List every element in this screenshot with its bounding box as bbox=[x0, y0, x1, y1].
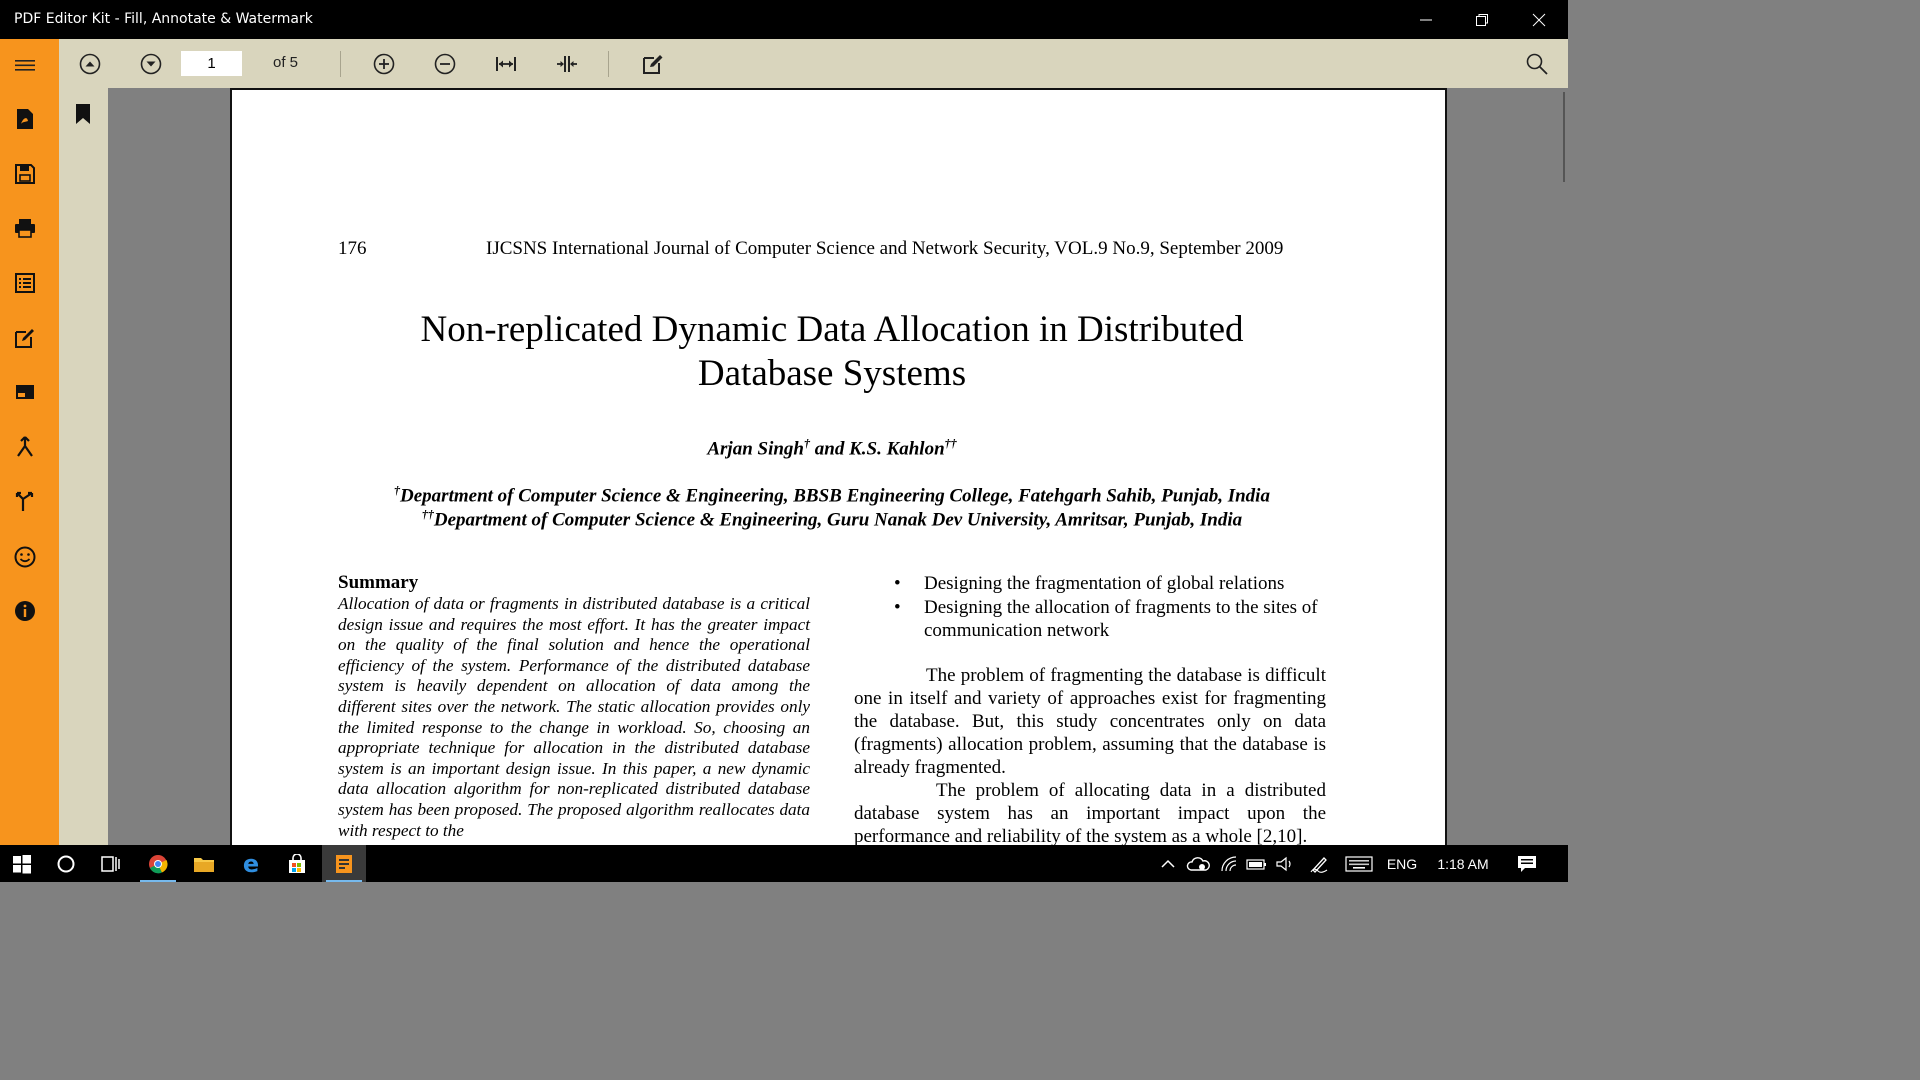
affiliation-text: Department of Computer Science & Engineering, BBSB Engineering College, Fatehgarh Sahib, Punjab, India bbox=[400, 485, 1270, 507]
restore-icon bbox=[1475, 13, 1489, 27]
window-title: PDF Editor Kit - Fill, Annotate & Watermark bbox=[14, 11, 313, 27]
close-icon bbox=[1532, 13, 1546, 27]
annotate-icon[interactable] bbox=[12, 325, 38, 351]
previous-page-button[interactable] bbox=[77, 51, 103, 77]
right-column bbox=[854, 572, 1326, 845]
restore-button[interactable] bbox=[1454, 0, 1510, 39]
bookmark-panel bbox=[59, 88, 108, 845]
task-view-button[interactable] bbox=[88, 845, 132, 882]
toolbar-divider bbox=[608, 51, 609, 77]
running-indicator bbox=[140, 880, 176, 882]
hamburger-menu-icon[interactable] bbox=[12, 52, 38, 78]
list-item-text: Designing the fragmentation of global relations bbox=[924, 573, 1285, 594]
summary-heading: Summary bbox=[338, 572, 419, 593]
notification-icon bbox=[1517, 855, 1537, 873]
pdf-page bbox=[230, 88, 1447, 845]
running-indicator bbox=[326, 880, 362, 882]
sidebar bbox=[0, 39, 59, 845]
chrome-icon bbox=[148, 854, 168, 874]
taskbar-file-explorer[interactable] bbox=[182, 845, 226, 882]
feedback-smiley-icon[interactable] bbox=[12, 544, 38, 570]
left-column bbox=[338, 572, 810, 841]
pen-tray[interactable] bbox=[1306, 845, 1334, 882]
show-hidden-icons-button[interactable] bbox=[1156, 845, 1180, 882]
affiliation-text: Department of Computer Science & Engineering, Guru Nanak Dev University, Amritsar, Punjab, India bbox=[433, 509, 1243, 531]
zoom-in-icon bbox=[373, 53, 395, 75]
vertical-scrollbar[interactable] bbox=[1560, 88, 1568, 845]
toolbar bbox=[59, 39, 1568, 88]
zoom-out-button[interactable] bbox=[432, 51, 458, 77]
info-icon[interactable] bbox=[12, 598, 38, 624]
taskbar-store[interactable] bbox=[275, 845, 319, 882]
keyboard-icon bbox=[1345, 856, 1373, 872]
fit-width-button[interactable] bbox=[493, 51, 519, 77]
page-number-header: 176 bbox=[338, 238, 367, 259]
author-name: K.S. Kahlon bbox=[849, 438, 945, 460]
clock[interactable]: 1:18 AM bbox=[1437, 855, 1489, 872]
split-icon[interactable] bbox=[12, 489, 38, 515]
cloud-sync-icon bbox=[1186, 856, 1210, 872]
battery-icon bbox=[1246, 857, 1268, 871]
taskbar-edge[interactable] bbox=[229, 845, 273, 882]
store-bag-icon bbox=[287, 854, 307, 874]
authors bbox=[232, 436, 1432, 460]
author-mark: † bbox=[804, 436, 810, 450]
zoom-out-icon bbox=[434, 53, 456, 75]
affiliation bbox=[232, 483, 1432, 507]
volume-tray[interactable] bbox=[1272, 845, 1298, 882]
next-page-icon bbox=[140, 53, 162, 75]
list-item-text: Designing the allocation of fragments to the sites of communication network bbox=[924, 597, 1318, 641]
taskbar bbox=[0, 845, 1568, 882]
battery-tray[interactable] bbox=[1244, 845, 1270, 882]
next-page-button[interactable] bbox=[138, 51, 164, 77]
scrollbar-thumb[interactable] bbox=[1563, 92, 1565, 182]
title-bar bbox=[0, 0, 1568, 39]
speaker-icon bbox=[1275, 856, 1295, 872]
input-language[interactable]: ENG bbox=[1386, 855, 1418, 872]
document-viewport[interactable] bbox=[108, 88, 1568, 845]
list-item bbox=[854, 596, 1326, 642]
fit-width-icon bbox=[495, 55, 517, 73]
bookmark-icon[interactable] bbox=[74, 103, 92, 130]
page-number-input[interactable] bbox=[181, 51, 242, 76]
edge-icon: e bbox=[242, 849, 260, 878]
affiliation bbox=[232, 507, 1432, 531]
close-button[interactable] bbox=[1511, 0, 1567, 39]
bullet-mark: • bbox=[894, 573, 901, 594]
task-view-icon bbox=[99, 854, 121, 874]
paper-title bbox=[232, 308, 1432, 396]
edit-icon bbox=[642, 53, 664, 75]
print-icon[interactable] bbox=[12, 215, 38, 241]
folder-icon bbox=[193, 855, 215, 873]
fit-page-icon bbox=[556, 55, 578, 73]
search-button[interactable] bbox=[1524, 51, 1550, 77]
network-tray[interactable] bbox=[1216, 845, 1242, 882]
author-mark: †† bbox=[944, 436, 957, 450]
zoom-in-button[interactable] bbox=[371, 51, 397, 77]
previous-page-icon bbox=[79, 53, 101, 75]
cortana-circle-icon bbox=[56, 854, 76, 874]
form-fill-icon[interactable] bbox=[12, 270, 38, 296]
touch-keyboard-button[interactable] bbox=[1342, 845, 1376, 882]
cortana-button[interactable] bbox=[44, 845, 88, 882]
start-button[interactable] bbox=[0, 845, 44, 882]
wifi-icon bbox=[1220, 856, 1238, 872]
toolbar-divider bbox=[340, 51, 341, 77]
body-paragraph: The problem of allocating data in a distributed database system has an important impact upon the performance and reliability of the system as a whole [2,10]. bbox=[854, 780, 1326, 845]
bullet-mark: • bbox=[894, 597, 901, 618]
fit-page-button[interactable] bbox=[554, 51, 580, 77]
journal-header: IJCSNS International Journal of Computer Science and Network Security, VOL.9 No.9, September 2009 bbox=[486, 238, 1284, 259]
windows-logo-icon bbox=[12, 854, 32, 874]
merge-icon[interactable] bbox=[12, 434, 38, 460]
page-count-label: of 5 bbox=[273, 54, 299, 71]
edit-button[interactable] bbox=[640, 51, 666, 77]
affiliation-mark: †† bbox=[421, 507, 434, 521]
pen-ink-icon bbox=[1310, 855, 1330, 873]
search-icon bbox=[1526, 53, 1548, 75]
watermark-icon[interactable] bbox=[12, 379, 38, 405]
minimize-icon bbox=[1419, 13, 1433, 27]
author-separator: and bbox=[810, 438, 850, 460]
pdf-file-icon[interactable] bbox=[12, 106, 38, 132]
title-line-2: Database Systems bbox=[697, 353, 967, 394]
onedrive-tray[interactable] bbox=[1184, 845, 1212, 882]
affiliation-mark: † bbox=[394, 483, 401, 497]
action-center-button[interactable] bbox=[1510, 845, 1544, 882]
minimize-button[interactable] bbox=[1398, 0, 1454, 39]
taskbar-pdf-editor[interactable] bbox=[322, 845, 366, 882]
list-item bbox=[854, 572, 1326, 595]
title-line-1: Non-replicated Dynamic Data Allocation in Distributed bbox=[420, 309, 1244, 350]
body-paragraph: The problem of fragmenting the database is difficult one in itself and variety of approaches exist for fragmenting the database. But, this study concentrates only on data (fragments) allocation problem, assuming that the database is already fragmented. bbox=[854, 665, 1326, 778]
author-name: Arjan Singh bbox=[707, 438, 804, 460]
summary-text: Allocation of data or fragments in distributed database is a critical design issue and requires the most effort. It has the greater impact on the quality of the final solution and hence the operational efficiency of the system. Performance of the distributed database system is heavily dependent on allocation of data among the different sites over the network. The static allocation provides only the limited response to the change in workload. So, choosing an appropriate technique for allocation in the distributed database system is an important design issue. In this paper, a new dynamic data allocation algorithm for non-replicated distributed database system has been proposed. The proposed algorithm reallocates data with respect to the bbox=[338, 594, 810, 840]
chevron-up-icon bbox=[1161, 859, 1175, 869]
taskbar-chrome[interactable] bbox=[136, 845, 180, 882]
save-icon[interactable] bbox=[12, 161, 38, 187]
pdf-editor-app-icon bbox=[334, 854, 354, 874]
